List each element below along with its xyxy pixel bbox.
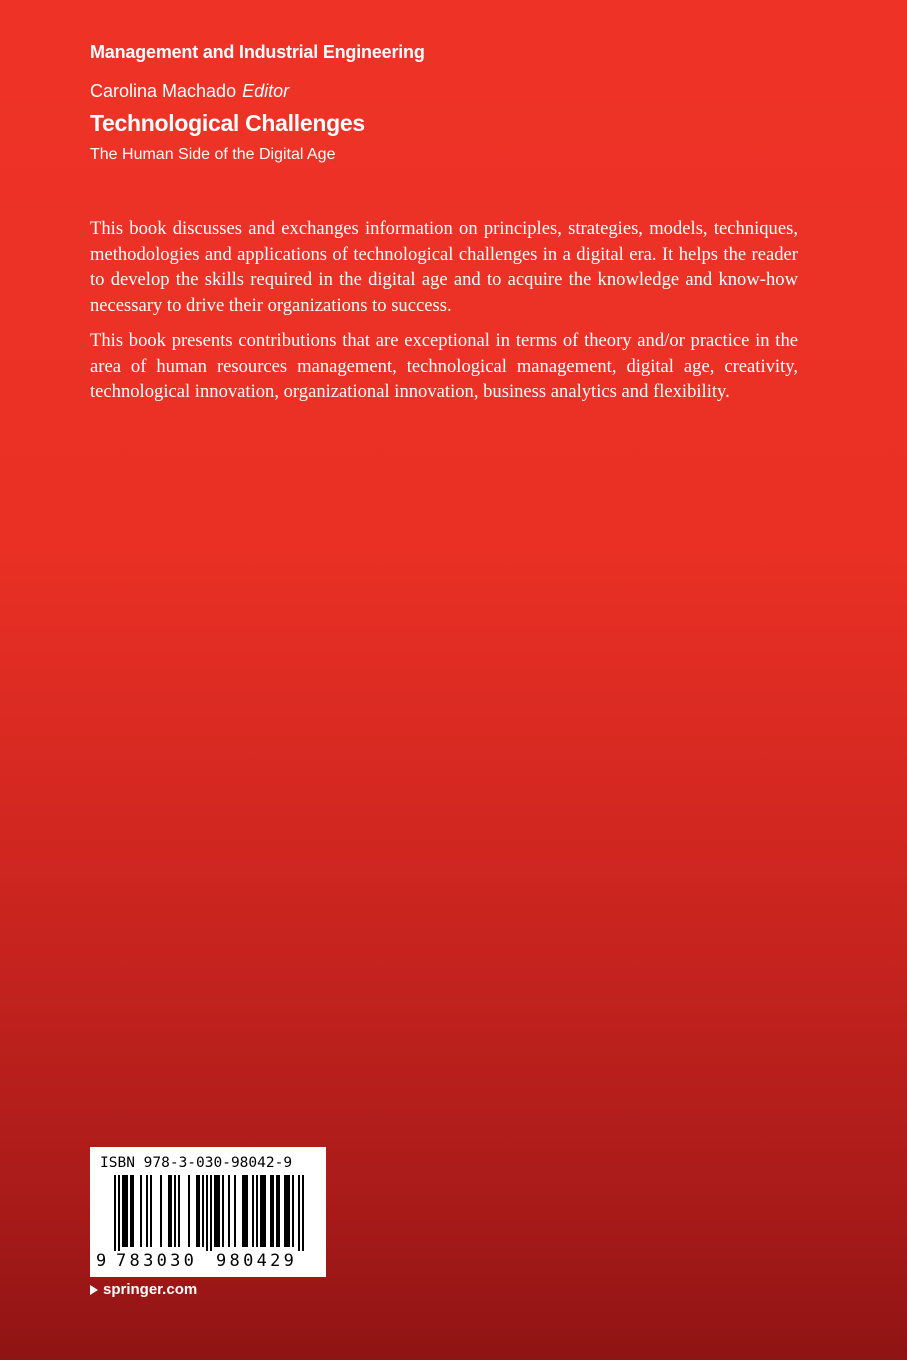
barcode-bar <box>130 1175 132 1247</box>
barcode-bar <box>126 1175 128 1247</box>
barcode-bar <box>278 1175 280 1247</box>
barcode-bar <box>284 1175 286 1247</box>
barcode-bar <box>246 1175 248 1247</box>
editor-line <box>90 81 289 102</box>
book-title: Technological Challenges <box>90 110 365 136</box>
barcode-bar <box>228 1175 230 1247</box>
barcode-bar <box>210 1175 212 1251</box>
barcode-bar <box>114 1175 116 1251</box>
publisher-link[interactable] <box>90 1281 197 1298</box>
barcode-bar <box>196 1175 198 1247</box>
barcode-bar <box>270 1175 272 1247</box>
barcode-bar <box>272 1175 274 1247</box>
editor-role: Editor <box>242 81 290 101</box>
barcode-bar <box>202 1175 204 1247</box>
barcode-bar <box>198 1175 200 1247</box>
triangle-arrow-icon <box>90 1285 98 1295</box>
barcode-bar <box>170 1175 172 1247</box>
barcode-bar <box>298 1175 300 1251</box>
barcode-icon <box>90 1175 326 1251</box>
barcode-bar <box>262 1175 264 1247</box>
barcode-bar <box>276 1175 278 1247</box>
barcode-bar <box>146 1175 148 1247</box>
barcode-bar <box>218 1175 220 1247</box>
barcode-bar <box>260 1175 262 1247</box>
barcode-bar <box>288 1175 290 1247</box>
book-subtitle: The Human Side of the Digital Age <box>90 146 336 163</box>
barcode-bar <box>174 1175 176 1247</box>
barcode-bar <box>168 1175 170 1247</box>
editor-name: Carolina Machado <box>90 81 237 101</box>
barcode-bar <box>188 1175 190 1247</box>
blurb <box>90 216 798 415</box>
barcode-bar <box>222 1175 224 1247</box>
barcode-bar <box>216 1175 218 1247</box>
barcode-bar <box>178 1175 180 1247</box>
barcode-bar <box>242 1175 244 1247</box>
barcode-bar <box>234 1175 236 1247</box>
barcode-bar <box>264 1175 266 1247</box>
series-name: Management and Industrial Engineering <box>90 42 425 62</box>
blurb-paragraph-1: This book discusses and exchanges information on principles, strategies, models, techniques, methodologies and applications of technological challenges in a digital era. It helps the reader to develop the skills required in the digital age and to acquire the knowledge and know-how necessary to drive their organizations to success. <box>90 218 798 316</box>
barcode-bar <box>122 1175 124 1247</box>
ean-left-digits: 783030 <box>116 1251 198 1271</box>
barcode-bar <box>206 1175 208 1251</box>
blurb-paragraph-2: This book presents contributions that are exceptional in terms of theory and/or practice in the area of human resources management, technological management, digital age, creativity, technological innovation, organizational innovation, business analytics and flexibility. <box>90 330 798 402</box>
barcode-box <box>90 1147 326 1277</box>
barcode-bar <box>292 1175 294 1247</box>
barcode-bar <box>160 1175 162 1247</box>
barcode-bar <box>252 1175 254 1247</box>
barcode-bar <box>118 1175 120 1251</box>
barcode-bar <box>302 1175 304 1251</box>
barcode-bar <box>286 1175 288 1247</box>
ean-first-digit: 9 <box>96 1251 107 1271</box>
barcode-bar <box>124 1175 126 1247</box>
barcode-bar <box>132 1175 134 1247</box>
ean-right-digits: 980429 <box>216 1251 298 1271</box>
publisher-url[interactable]: springer.com <box>103 1281 198 1298</box>
barcode-bar <box>214 1175 216 1247</box>
isbn-label: ISBN 978-3-030-98042-9 <box>100 1155 293 1171</box>
barcode-bar <box>150 1175 152 1247</box>
barcode-bar <box>244 1175 246 1247</box>
barcode-bar <box>256 1175 258 1247</box>
barcode-bar <box>140 1175 142 1247</box>
